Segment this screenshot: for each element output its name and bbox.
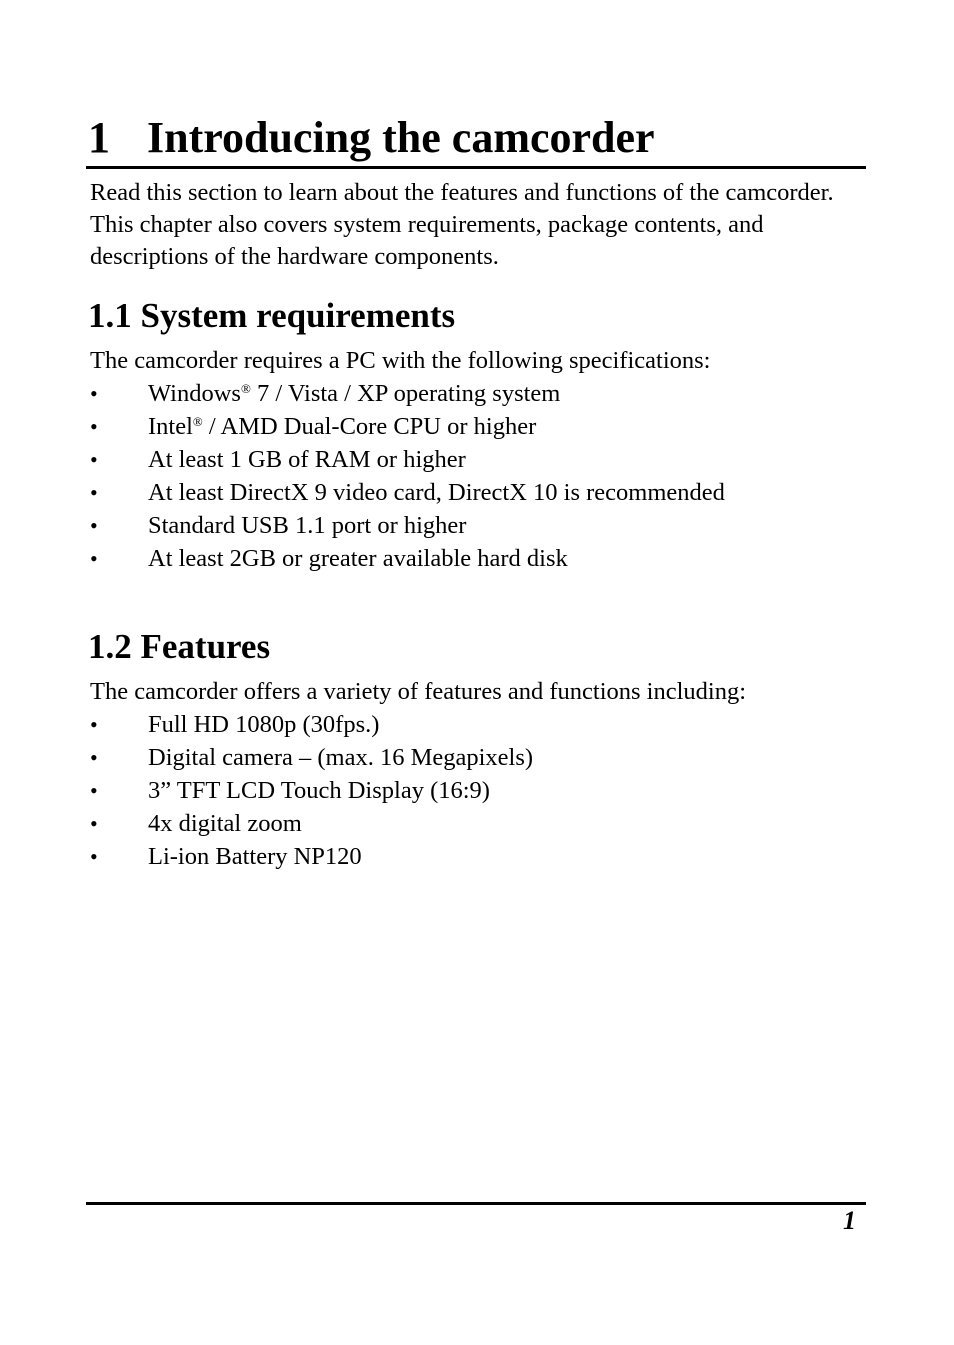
bullet-icon: • — [90, 480, 98, 505]
list-item-text: At least 2GB or greater available hard disk — [148, 545, 568, 572]
page-number: 1 — [843, 1206, 856, 1235]
chapter-title — [88, 112, 655, 164]
list-item — [90, 840, 860, 873]
list-item — [90, 708, 860, 741]
features-list — [90, 708, 860, 873]
list-item-text: 7 / Vista / XP operating system — [250, 380, 561, 407]
list-item-text: Standard USB 1.1 port or higher — [148, 512, 467, 539]
chapter-intro: Read this section to learn about the features and functions of the camcorder. This chapter also covers system requirements, package contents, and descriptions of the hardware components. — [90, 179, 834, 270]
bullet-icon: • — [90, 844, 98, 869]
list-item-text: At least 1 GB of RAM or higher — [148, 446, 466, 473]
features-lead: The camcorder offers a variety of features and functions including: — [90, 678, 747, 705]
bullet-icon: • — [90, 414, 98, 439]
section-heading-features: 1.2 Features — [88, 627, 271, 666]
list-item-text: Full HD 1080p (30fps.) — [148, 711, 380, 738]
list-item-text: Digital camera – (max. 16 Megapixels) — [148, 744, 534, 771]
bullet-icon: • — [90, 811, 98, 836]
document-page — [86, 0, 866, 1345]
bullet-icon: • — [90, 381, 98, 406]
registered-mark: ® — [240, 381, 251, 396]
chapter-title-rule — [86, 166, 866, 169]
list-item — [90, 774, 860, 807]
bullet-icon: • — [90, 513, 98, 538]
list-item — [90, 807, 860, 840]
list-item — [90, 443, 860, 476]
bullet-icon: • — [90, 745, 98, 770]
bullet-icon: • — [90, 546, 98, 571]
chapter-number: 1 — [88, 113, 110, 162]
bullet-icon: • — [90, 712, 98, 737]
registered-mark: ® — [192, 414, 203, 429]
list-item — [90, 509, 860, 542]
list-item-text: / AMD Dual-Core CPU or higher — [202, 413, 537, 440]
bullet-icon: • — [90, 778, 98, 803]
list-item — [90, 542, 860, 575]
list-item-text: 4x digital zoom — [148, 810, 302, 837]
footer-rule — [86, 1202, 866, 1205]
system-requirements-list — [90, 377, 860, 575]
list-item-text: Intel — [148, 413, 193, 440]
list-item-text: 3” TFT LCD Touch Display (16:9) — [148, 777, 490, 804]
list-item — [90, 377, 860, 410]
list-item — [90, 741, 860, 774]
list-item — [90, 476, 860, 509]
section-heading-system-requirements: 1.1 System requirements — [88, 296, 456, 335]
list-item-text: At least DirectX 9 video card, DirectX 10 is recommended — [148, 479, 725, 506]
list-item — [90, 410, 860, 443]
list-item-text: Windows — [148, 380, 241, 407]
bullet-icon: • — [90, 447, 98, 472]
chapter-title-text: Introducing the camcorder — [147, 113, 655, 162]
list-item-text: Li-ion Battery NP120 — [148, 843, 362, 870]
system-requirements-lead: The camcorder requires a PC with the following specifications: — [90, 347, 711, 374]
